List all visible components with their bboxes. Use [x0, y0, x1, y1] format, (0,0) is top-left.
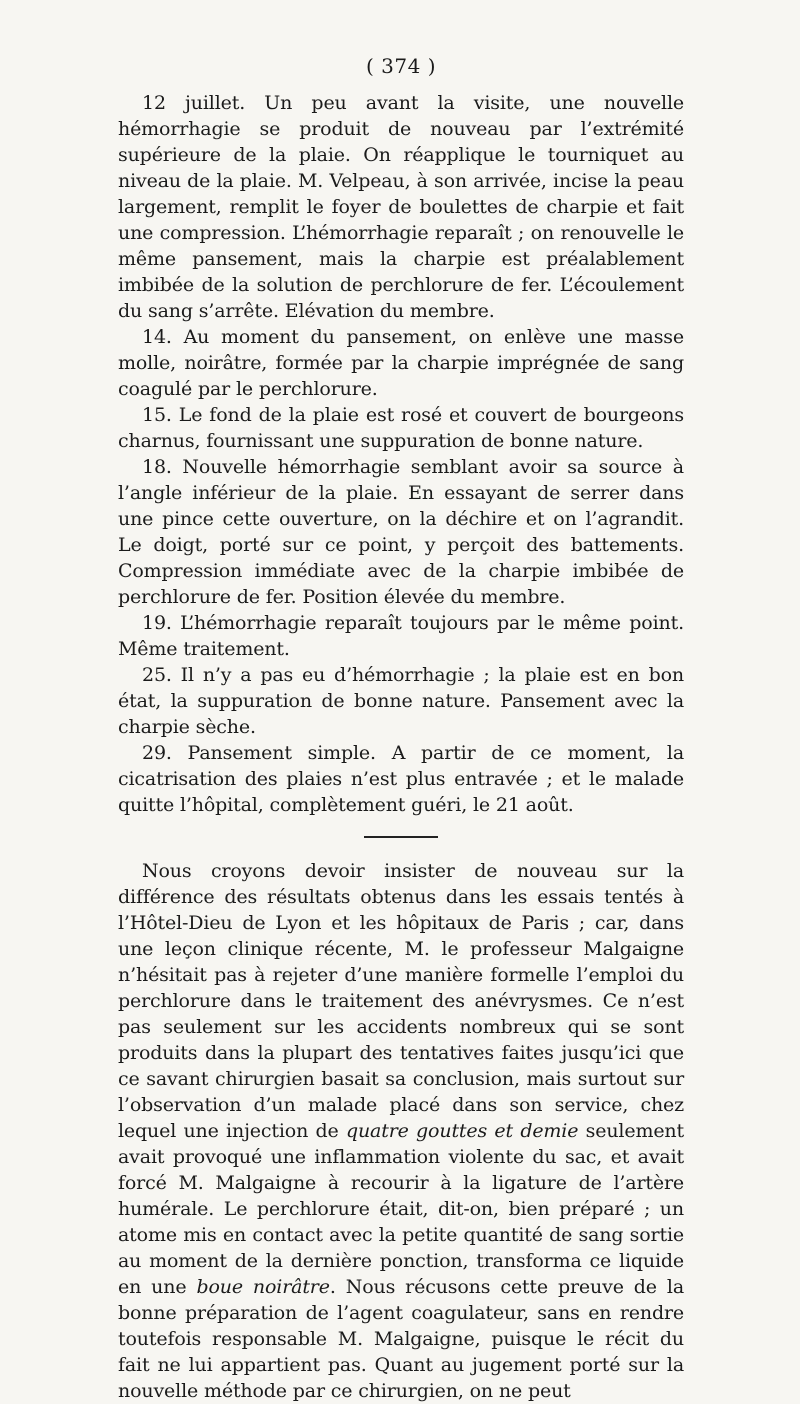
paragraph-text: . Nous récusons cette preuve de la bonne préparation de l’agent coagulateur, sans en rendre toutefois responsable M. Malgaigne, puisque le récit du fait ne lui appartient pas. Quant au jugement porté sur la nouvelle méthode par ce chirurgien, on ne peut — [118, 1276, 684, 1402]
journal-entry: 29. Pansement simple. A partir de ce moment, la cicatrisation des plaies n’est plus entravée ; et le malade quitte l’hôpital, complètement guéri, le 21 août. — [118, 742, 684, 816]
page-number: ( 374 ) — [366, 54, 436, 78]
journal-entry: 19. L’hémorrhagie reparaît toujours par le même point. Même traitement. — [118, 612, 684, 660]
italic-phrase: boue noirâtre — [196, 1276, 330, 1298]
discussion-paragraph — [118, 858, 684, 1404]
journal-entry: 12 juillet. Un peu avant la visite, une nouvelle hémorrhagie se produit de nouveau par l’extrémité supérieure de la plaie. On réapplique le tourniquet au niveau de la plaie. M. Velpeau, à son arrivée, incise la peau largement, remplit le foyer de boulettes de charpie et fait une compression. L’hémorrhagie reparaît ; on renouvelle le même pansement, mais la charpie est préalablement imbibée de la solution de perchlorure de fer. L’écoulement du sang s’arrête. Elévation du membre. — [118, 92, 684, 322]
journal-entry: 14. Au moment du pansement, on enlève une masse molle, noirâtre, formée par la charpie imprégnée de sang coagulé par le perchlorure. — [118, 326, 684, 400]
journal-entry: 15. Le fond de la plaie est rosé et couvert de bourgeons charnus, fournissant une suppuration de bonne nature. — [118, 404, 684, 452]
paragraph-text: Nous croyons devoir insister de nouveau sur la différence des résultats obtenus dans les essais tentés à l’Hôtel-Dieu de Lyon et les hôpitaux de Paris ; car, dans une leçon clinique récente, M. le professeur Malgaigne n’hésitait pas à rejeter d’une manière formelle l’emploi du perchlorure dans le traitement des anévrysmes. Ce n’est pas seulement sur les accidents nombreux qui se sont produits dans la plupart des tentatives faites jusqu’ici que ce savant chirurgien basait sa conclusion, mais surtout sur l’observation d’un malade placé dans son service, chez lequel une injection de — [118, 860, 684, 1142]
section-divider — [364, 836, 438, 838]
journal-entry: 25. Il n’y a pas eu d’hémorrhagie ; la plaie est en bon état, la suppuration de bonne nature. Pansement avec la charpie sèche. — [118, 664, 684, 738]
italic-phrase: quatre gouttes et demie — [345, 1120, 579, 1142]
paragraph-text: seulement avait provoqué une inflammation violente du sac, et avait forcé M. Malgaigne à recourir à la ligature de l’artère humérale. Le perchlorure était, dit-on, bien préparé ; un atome mis en contact avec la petite quantité de sang sortie au moment de la dernière ponction, transforma ce liquide en une — [118, 1120, 684, 1298]
journal-entry: 18. Nouvelle hémorrhagie semblant avoir sa source à l’angle inférieur de la plaie. En essayant de serrer dans une pince cette ouverture, on la déchire et on l’agrandit. Le doigt, porté sur ce point, y perçoit des battements. Compression immédiate avec de la charpie imbibée de perchlorure de fer. Position élevée du membre. — [118, 456, 684, 608]
